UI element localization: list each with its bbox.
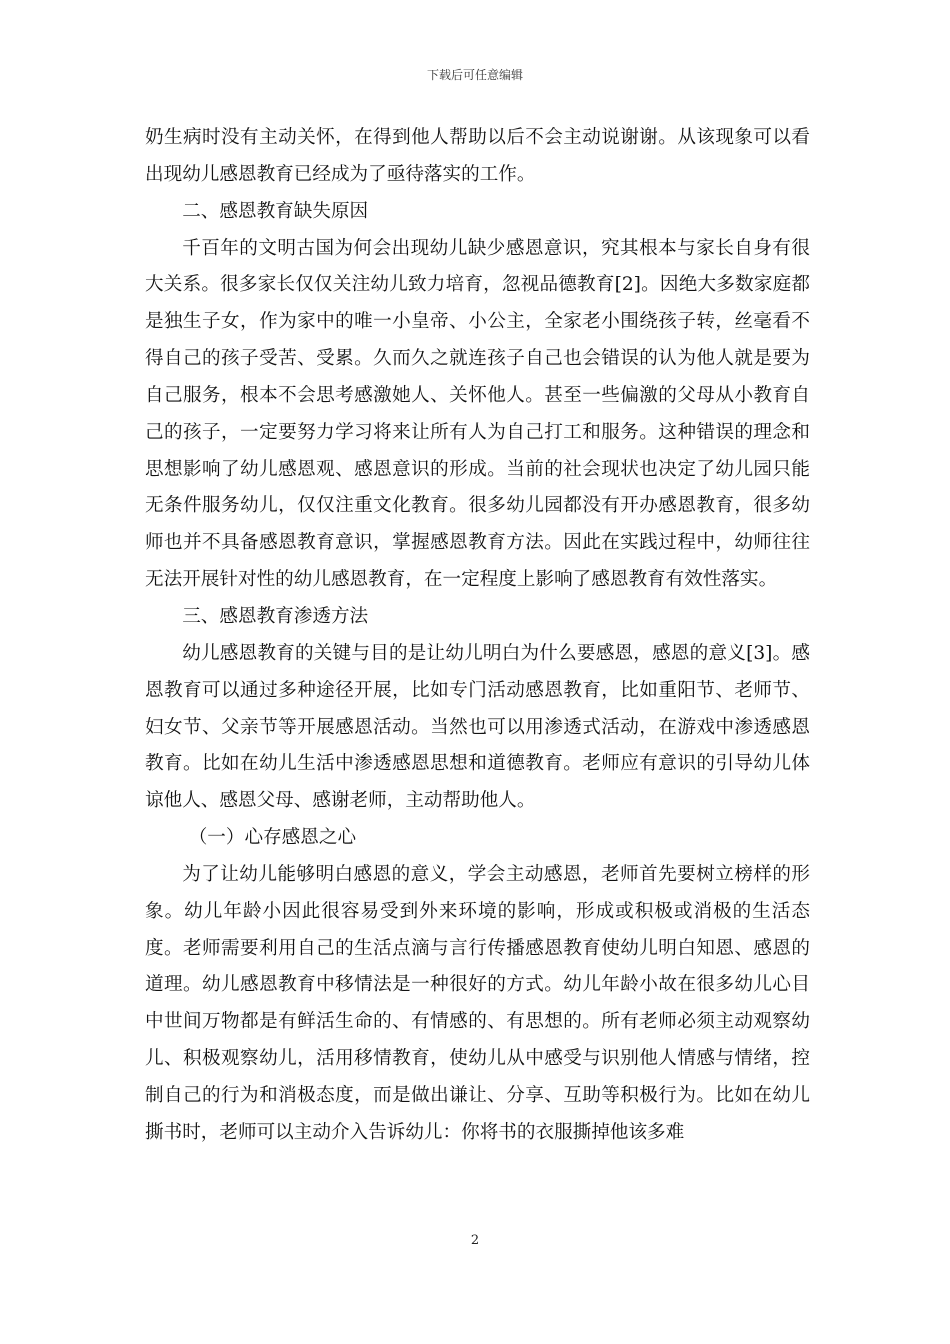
- paragraph-continued: 奶生病时没有主动关怀，在得到他人帮助以后不会主动说谢谢。从该现象可以看出现幼儿感恩教育已经成为了亟待落实的工作。: [145, 127, 810, 185]
- section-heading-2: 二、感恩教育缺失原因: [182, 200, 369, 222]
- paragraph-methods: 幼儿感恩教育的关键与目的是让幼儿明白为什么要感恩，感恩的意义[3]。感恩教育可以通过多种途径开展，比如专门活动感恩教育，比如重阳节、老师节、妇女节、父亲节等开展感恩活动。当然也可以用渗透式活动，在游戏中渗透感恩教育。比如在幼儿生活中渗透感恩思想和道德教育。老师应有意识的引导幼儿体谅他人、感恩父母、感谢老师，主动帮助他人。: [145, 642, 810, 812]
- page-number: 2: [470, 1233, 480, 1248]
- subsection-heading-1: （一）心存感恩之心: [188, 827, 357, 849]
- page-header: 下载后可任意编辑: [426, 68, 523, 82]
- paragraph-gratitude: 为了让幼儿能够明白感恩的意义，学会主动感恩，老师首先要树立榜样的形象。幼儿年龄小因此很容易受到外来环境的影响，形成或积极或消极的生活态度。老师需要利用自己的生活点滴与言行传播感恩教育使幼儿明白知恩、感恩的道理。幼儿感恩教育中移情法是一种很好的方式。幼儿年龄小故在很多幼儿心目中世间万物都是有鲜活生命的、有情感的、有思想的。所有老师必须主动观察幼儿、积极观察幼儿，活用移情教育，使幼儿从中感受与识别他人情感与情绪，控制自己的行为和消极态度，而是做出谦让、分享、互助等积极行为。比如在幼儿撕书时，老师可以主动介入告诉幼儿：你将书的衣服撕掉他该多难: [145, 863, 810, 1143]
- section-heading-3: 三、感恩教育渗透方法: [182, 605, 369, 627]
- paragraph-causes: 千百年的文明古国为何会出现幼儿缺少感恩意识，究其根本与家长自身有很大关系。很多家长仅仅关注幼儿致力培育，忽视品德教育[2]。因绝大多数家庭都是独生子女，作为家中的唯一小皇帝、小公主，全家老小围绕孩子转，丝毫看不得自己的孩子受苦、受累。久而久之就连孩子自己也会错误的认为他人就是要为自己服务，根本不会思考感激她人、关怀他人。甚至一些偏激的父母从小教育自己的孩子，一定要努力学习将来让所有人为自己打工和服务。这种错误的理念和思想影响了幼儿感恩观、感恩意识的形成。当前的社会现状也决定了幼儿园只能无条件服务幼儿，仅仅注重文化教育。很多幼儿园都没有开办感恩教育，很多幼师也并不具备感恩教育意识，掌握感恩教育方法。因此在实践过程中，幼师往往无法开展针对性的幼儿感恩教育，在一定程度上影响了感恩教育有效性落实。: [145, 237, 810, 591]
- document-body: [145, 120, 810, 1152]
